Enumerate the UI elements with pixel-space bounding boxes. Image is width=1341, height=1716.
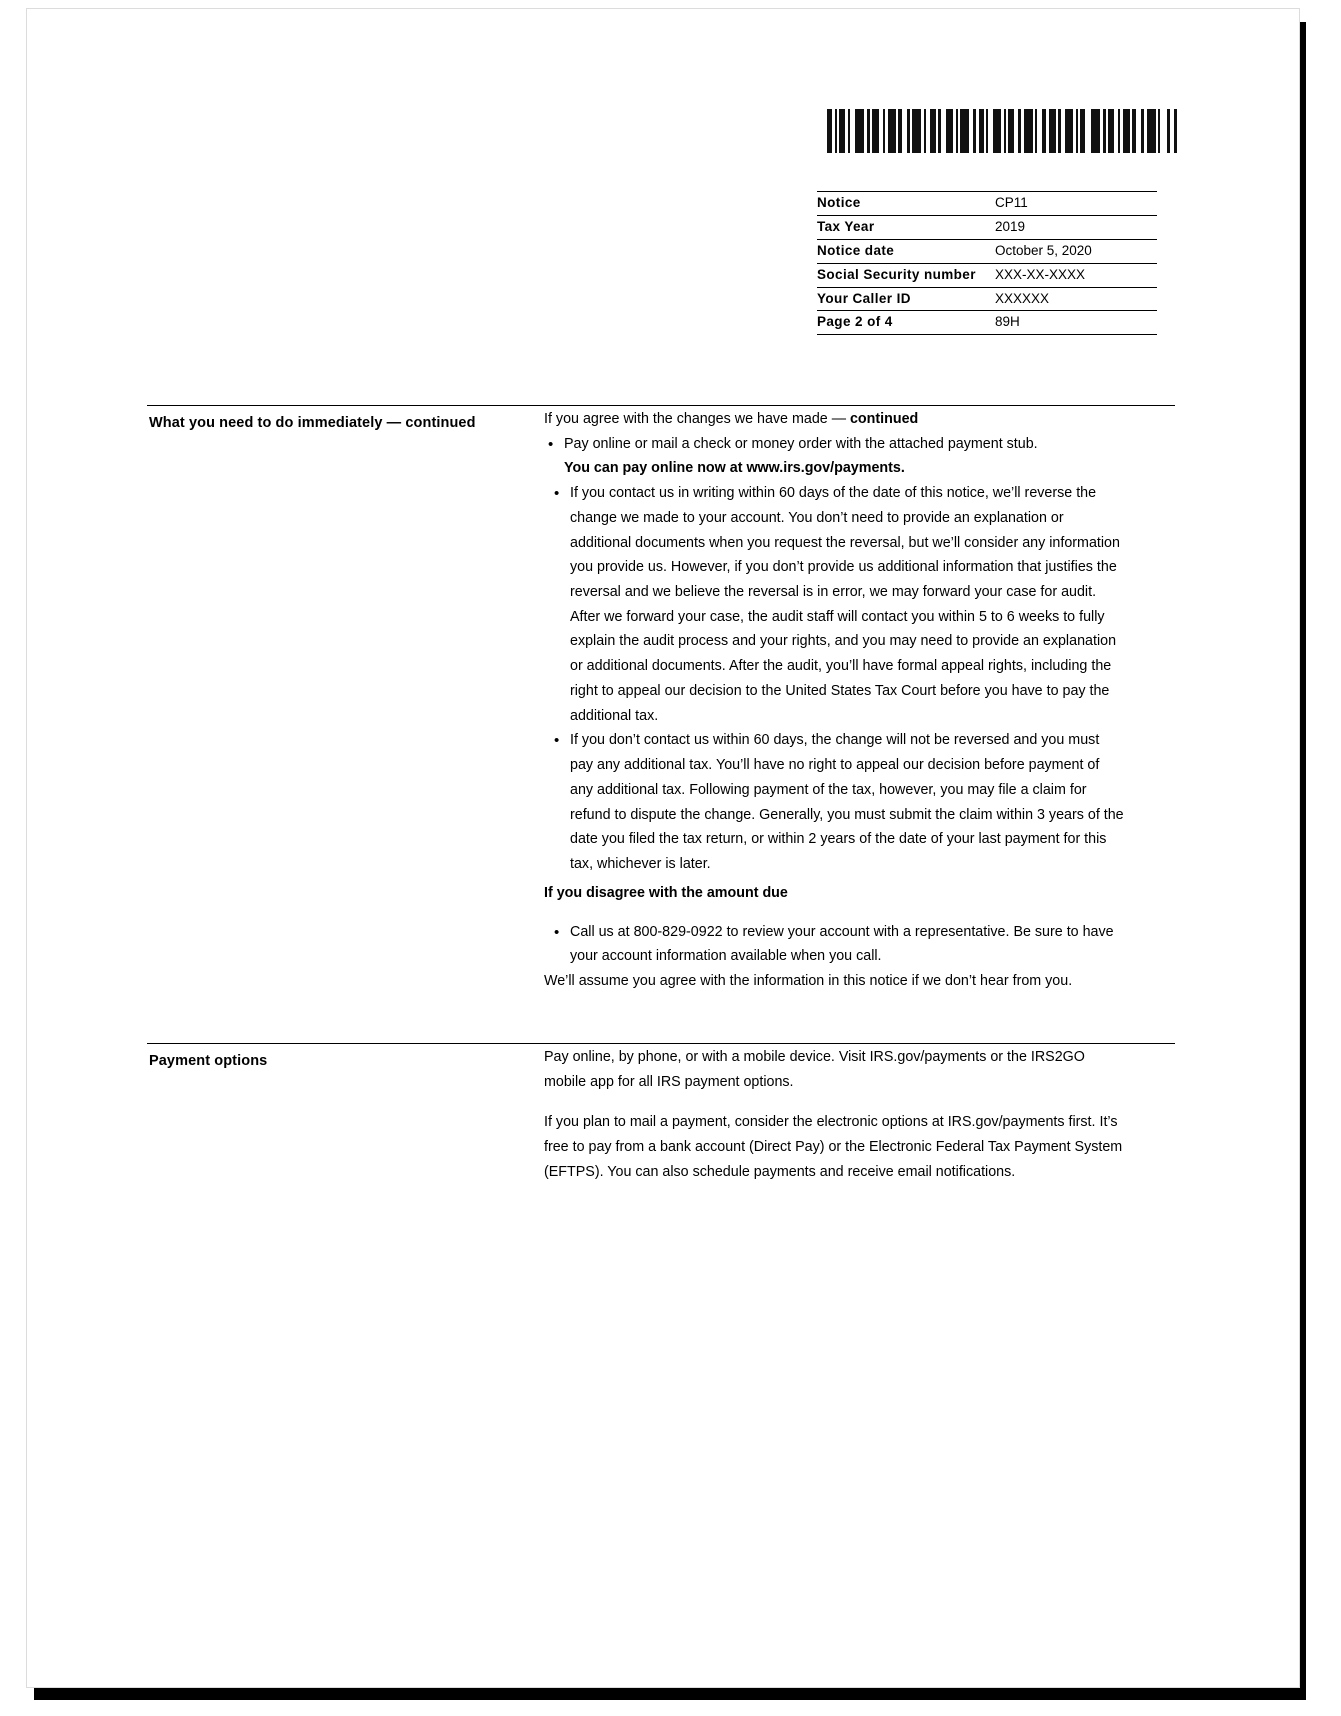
payment-options-paragraph-2: If you plan to mail a payment, consider the electronic options at IRS.gov/payments first. It’s free to pay from a bank account (Direct Pay) or the Electronic Federal Tax Payment System (EFTPS). You can also schedule payments and receive email notifications. bbox=[544, 1114, 1123, 1180]
caller-id-label: Your Caller ID bbox=[817, 290, 911, 306]
bullet-no-contact-60-days: If you don’t contact us within 60 days, the change will not be reversed and you must pay any additional tax. You’ll have no right to appeal our decision before payment of any additional tax. Following payment of the tax, however, you may file a claim for refund to dispute the change. Generally, you must submit the claim within 3 years of the date you filed the tax return, or within 2 years of the date of your last payment for this tax, whichever is later. bbox=[570, 732, 1124, 872]
notice-label: Notice bbox=[817, 195, 861, 210]
list-item bbox=[544, 920, 1124, 969]
bullet-pay-online-emphasis: You can pay online now at www.irs.gov/payments. bbox=[564, 460, 905, 477]
tax-year-value: 2019 bbox=[995, 218, 1026, 234]
agree-bullet-list bbox=[544, 432, 1124, 877]
table-row bbox=[817, 215, 1157, 239]
disagree-bullet-list bbox=[544, 920, 1124, 969]
notice-page bbox=[26, 8, 1300, 1688]
agree-lead bbox=[544, 407, 1124, 432]
list-item bbox=[544, 481, 1124, 728]
table-row bbox=[817, 239, 1157, 263]
barcode bbox=[827, 109, 1187, 153]
table-row bbox=[817, 311, 1157, 335]
ssn-value: XXX-XX-XXXX bbox=[995, 266, 1086, 282]
table-row bbox=[817, 192, 1157, 216]
page-code-value: 89H bbox=[995, 314, 1020, 330]
section-body-what-to-do bbox=[544, 407, 1124, 1008]
notice-value: CP11 bbox=[995, 195, 1028, 210]
bullet-contact-60-days: If you contact us in writing within 60 days of the date of this notice, we’ll reverse the change we made to your account. You don’t need to provide an explanation or additional documents when you request the reversal, but we’ll consider any information you provide us. However, if you don’t provide us additional information that justifies the reversal and we believe the reversal is in error, we may forward your case for audit. After we forward your case, the audit staff will contact you within 5 to 6 weeks to fully explain the audit process and your rights, and you may need to provide an explanation or additional documents. After the audit, you’ll have formal appeal rights, including the right to appeal our decision to the United States Tax Court before you have to pay the additional tax. bbox=[570, 485, 1120, 724]
bullet-call-us: Call us at 800-829-0922 to review your account with a representative. Be sure to have your account information available when you call. bbox=[570, 923, 1114, 965]
list-item bbox=[544, 728, 1124, 876]
notice-date-label: Notice date bbox=[817, 242, 895, 258]
table-row bbox=[817, 287, 1157, 311]
list-item bbox=[544, 432, 1124, 481]
section-heading-what-to-do bbox=[149, 415, 519, 431]
bullet-pay-online-text: Pay online or mail a check or money order with the attached payment stub. bbox=[564, 435, 1038, 452]
notice-date-value: October 5, 2020 bbox=[995, 242, 1092, 258]
payment-options-paragraph-1: Pay online, by phone, or with a mobile device. Visit IRS.gov/payments or the IRS2GO mobile app for all IRS payment options. bbox=[544, 1049, 1085, 1090]
notice-info-table bbox=[817, 191, 1157, 335]
assume-agree-text: We’ll assume you agree with the information in this notice if we don’t hear from you. bbox=[544, 973, 1073, 990]
caller-id-value: XXXXXX bbox=[995, 290, 1050, 306]
section-heading-text: What you need to do immediately — bbox=[149, 415, 406, 431]
ssn-label: Social Security number bbox=[817, 266, 976, 282]
section-divider bbox=[147, 405, 1175, 406]
section-body-payment-options bbox=[544, 1045, 1124, 1185]
section-heading-payment-options: Payment options bbox=[149, 1053, 268, 1069]
agree-lead-continued: continued bbox=[849, 411, 919, 427]
tax-year-label: Tax Year bbox=[817, 218, 875, 234]
table-row bbox=[817, 263, 1157, 287]
agree-lead-text: If you agree with the changes we have made — bbox=[544, 411, 850, 427]
section-divider bbox=[147, 1043, 1175, 1044]
section-heading-continued: continued bbox=[405, 415, 476, 431]
disagree-subheading: If you disagree with the amount due bbox=[544, 884, 788, 901]
page-label: Page 2 of 4 bbox=[817, 314, 893, 330]
